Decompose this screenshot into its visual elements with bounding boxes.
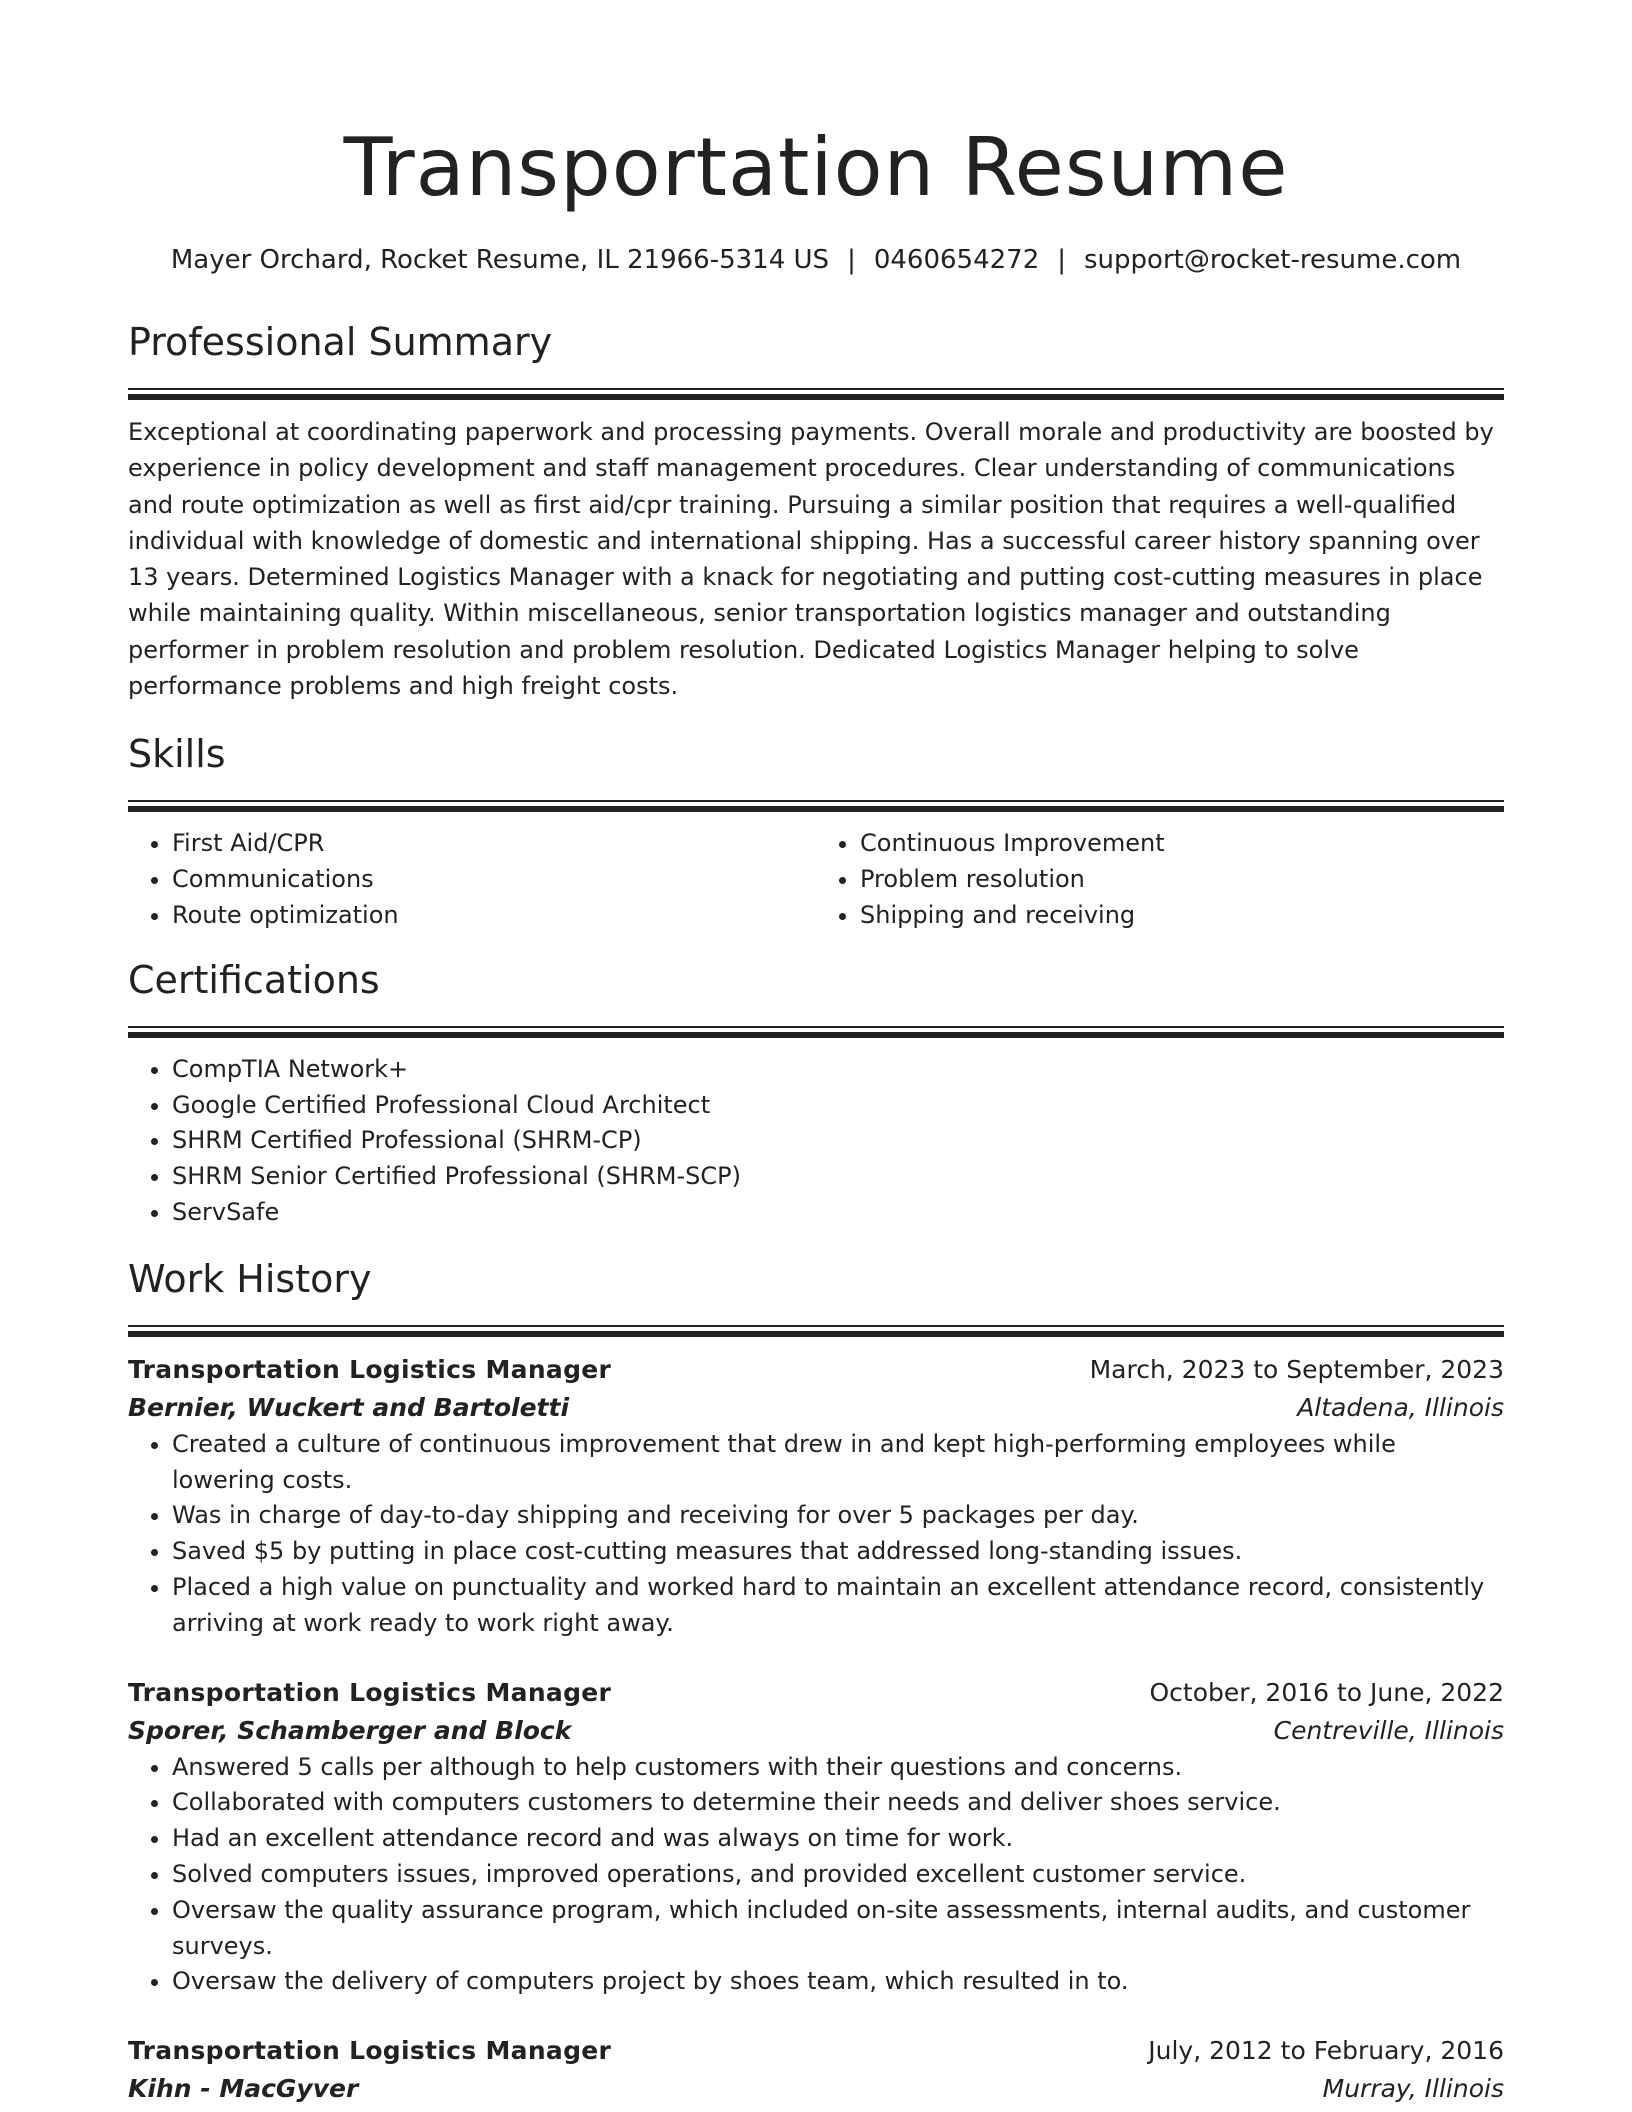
- section-heading: Skills: [128, 732, 226, 777]
- section-divider: [128, 1026, 1504, 1038]
- job-location: Murray, Illinois: [1322, 2074, 1504, 2104]
- job-header: [128, 2032, 1504, 2070]
- job-bullet-list: [128, 1750, 1504, 2001]
- summary-text: Exceptional at coordinating paperwork and processing payments. Overall morale and productivity are boosted by experience in policy development and staff management procedures. Clear understanding of communications and route optimization as well as first aid/cpr training. Pursuing a similar position that requires a well-qualified individual with knowledge of domestic and international shipping. Has a successful career history spanning over 13 years. Determined Logistics Manager with a knack for negotiating and putting cost-cutting measures in place while maintaining quality. Within miscellaneous, senior transportation logistics manager and outstanding performer in problem resolution and problem resolution. Dedicated Logistics Manager helping to solve performance problems and high freight costs.: [128, 418, 1494, 701]
- job-dates: March, 2023 to September, 2023: [1089, 1354, 1504, 1384]
- section-heading: Professional Summary: [128, 320, 553, 364]
- job-bullet: • Answered 5 calls per although to help customers with their questions and concerns.: [172, 1750, 1504, 1786]
- section-heading: Work History: [128, 1256, 372, 1301]
- job-entry: [128, 2032, 1504, 2108]
- skills-section: [128, 728, 1504, 933]
- job-entry: [128, 1351, 1504, 1642]
- job-location: Centreville, Illinois: [1273, 1715, 1504, 1745]
- job-title: Transportation Logistics Manager: [128, 1354, 612, 1384]
- job-company: Sporer, Schamberger and Block: [128, 1715, 572, 1745]
- contact-separator: |: [1057, 245, 1067, 275]
- job-bullet: • Oversaw the delivery of computers project by shoes team, which resulted in to.: [172, 1964, 1504, 2000]
- job-bullet: • Had an excellent attendance record and was always on time for work.: [172, 1821, 1504, 1857]
- job-header: [128, 1351, 1504, 1389]
- job-bullet: • Collaborated with computers customers to determine their needs and deliver shoes service.: [172, 1785, 1504, 1821]
- job-bullet-list: [128, 1427, 1504, 1642]
- job-title: Transportation Logistics Manager: [128, 1677, 612, 1707]
- section-heading: Certifications: [128, 957, 380, 1002]
- summary-section: [128, 316, 1504, 704]
- contact-separator: |: [847, 245, 856, 275]
- certifications-list: [128, 1052, 1504, 1231]
- skills-grid: [128, 826, 1504, 933]
- certification-item: • CompTIA Network+: [172, 1052, 1504, 1088]
- contact-phone: 0460654272: [873, 245, 1040, 275]
- certification-item: • SHRM Senior Certified Professional (SHRM-SCP): [172, 1159, 1504, 1195]
- job-bullet: • Saved $5 by putting in place cost-cutting measures that addressed long-standing issues.: [172, 1534, 1504, 1570]
- section-divider: [128, 388, 1504, 400]
- skill-item: • Communications: [172, 862, 816, 898]
- section-divider: [128, 800, 1504, 812]
- job-subheader: [128, 1712, 1504, 1750]
- skill-item: • Route optimization: [172, 898, 816, 934]
- skill-item: • Shipping and receiving: [860, 898, 1504, 934]
- skill-item: • First Aid/CPR: [172, 826, 816, 862]
- skill-item: • Problem resolution: [860, 862, 1504, 898]
- job-subheader: [128, 1389, 1504, 1427]
- skills-list-left: [128, 826, 816, 933]
- work-history-section: [128, 1253, 1504, 2108]
- certifications-section: [128, 954, 1504, 1231]
- job-bullet: • Was in charge of day-to-day shipping and receiving for over 5 packages per day.: [172, 1498, 1504, 1534]
- job-bullet: • Created a culture of continuous improvement that drew in and kept high-performing employees while lowering costs.: [172, 1427, 1504, 1499]
- certification-item: • ServSafe: [172, 1195, 1504, 1231]
- job-subheader: [128, 2070, 1504, 2108]
- job-title: Transportation Logistics Manager: [128, 2036, 612, 2066]
- contact-email: support@rocket-resume.com: [1084, 245, 1462, 275]
- job-bullet: • Placed a high value on punctuality and worked hard to maintain an excellent attendance record, consistently arriving at work ready to work right away.: [172, 1570, 1504, 1642]
- job-bullet: • Oversaw the quality assurance program, which included on-site assessments, internal audits, and customer surveys.: [172, 1893, 1504, 1965]
- job-bullet: • Solved computers issues, improved operations, and provided excellent customer service.: [172, 1857, 1504, 1893]
- certification-item: • SHRM Certified Professional (SHRM-CP): [172, 1123, 1504, 1159]
- section-divider: [128, 1325, 1504, 1337]
- resume-title: Transportation Resume: [343, 121, 1289, 214]
- job-entry: [128, 1674, 1504, 2001]
- contact-line: [128, 242, 1504, 278]
- job-location: Altadena, Illinois: [1297, 1392, 1504, 1422]
- job-dates: July, 2012 to February, 2016: [1148, 2036, 1504, 2066]
- certification-item: • Google Certified Professional Cloud Architect: [172, 1088, 1504, 1124]
- job-company: Kihn - MacGyver: [128, 2074, 359, 2104]
- skills-list-right: [816, 826, 1504, 933]
- job-company: Bernier, Wuckert and Bartoletti: [128, 1392, 570, 1422]
- job-dates: October, 2016 to June, 2022: [1149, 1677, 1504, 1707]
- contact-address: Mayer Orchard, Rocket Resume, IL 21966-5314 US: [170, 245, 830, 275]
- job-header: [128, 1674, 1504, 1712]
- skill-item: • Continuous Improvement: [860, 826, 1504, 862]
